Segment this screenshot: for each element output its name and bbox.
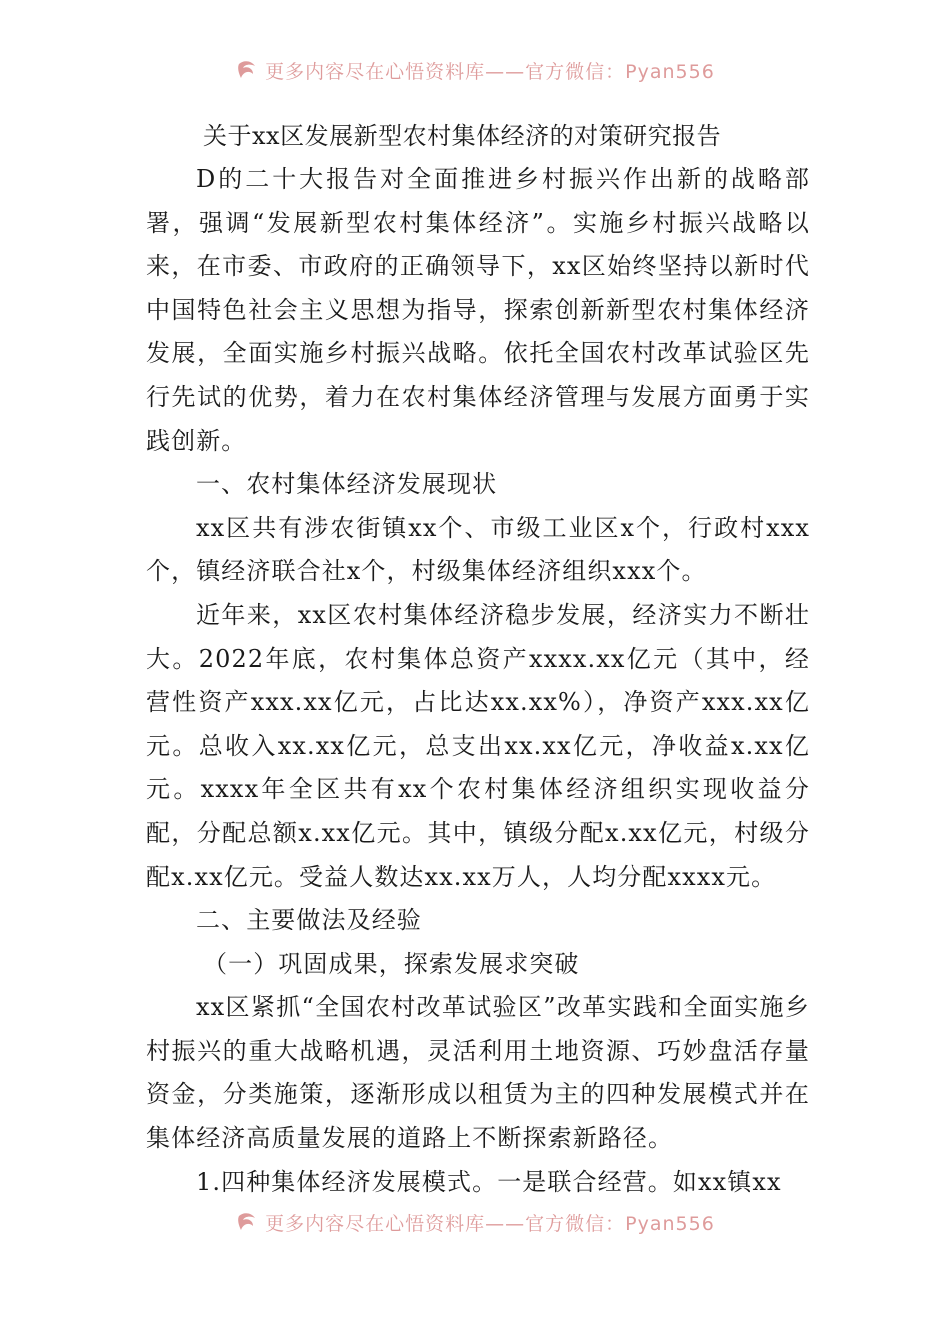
document-title: 关于xx区发展新型农村集体经济的对策研究报告 xyxy=(203,122,722,150)
watermark-top xyxy=(0,55,950,85)
section2-subheading-1: （一）巩固成果，探索发展求突破 xyxy=(203,949,580,978)
document-body xyxy=(146,114,810,1204)
intro-paragraph: D的二十大报告对全面推进乡村振兴作出新的战略部署，强调“发展新型农村集体经济”。实施乡村振兴战略以来，在市委、市政府的正确领导下，xx区始终坚持以新时代中国特色社会主义思想为指导，探索创新新型农村集体经济发展，全面实施乡村振兴战略。依托全国农村改革试验区先行先试的优势，着力在农村集体经济管理与发展方面勇于实践创新。 xyxy=(146,165,810,455)
watermark-bottom xyxy=(0,1207,950,1237)
watermark-logo-icon xyxy=(235,58,259,82)
section1-paragraph-2: 近年来，xx区农村集体经济稳步发展，经济实力不断壮大。2022年底，农村集体总资产xxxx.xx亿元（其中，经营性资产xxx.xx亿元，占比达xx.xx%），净资产xxx.xx亿元。总收入xx.xx亿元，总支出xx.xx亿元，净收益x.xx亿元。xxxx年全区共有xx个农村集体经济组织实现收益分配，分配总额x.xx亿元。其中，镇级分配x.xx亿元，村级分配x.xx亿元。受益人数达xx.xx万人，人均分配xxxx元。 xyxy=(146,600,810,891)
section2-paragraph-2: 1.四种集体经济发展模式。一是联合经营。如xx镇xx xyxy=(196,1167,782,1196)
section1-paragraph-1: xx区共有涉农街镇xx个、市级工业区x个，行政村xxx个，镇经济联合社x个，村级集体经济组织xxx个。 xyxy=(146,513,810,586)
section2-heading: 二、主要做法及经验 xyxy=(196,906,422,935)
watermark-text: 更多内容尽在心悟资料库——官方微信：Pyan556 xyxy=(265,1212,715,1235)
section2-paragraph-1: xx区紧抓“全国农村改革试验区”改革实践和全面实施乡村振兴的重大战略机遇，灵活利用土地资源、巧妙盘活存量资金，分类施策，逐渐形成以租赁为主的四种发展模式并在集体经济高质量发展的道路上不断探索新路径。 xyxy=(146,993,810,1153)
watermark-text: 更多内容尽在心悟资料库——官方微信：Pyan556 xyxy=(265,60,715,83)
section1-heading: 一、农村集体经济发展现状 xyxy=(196,470,498,499)
watermark-logo-icon xyxy=(235,1210,259,1234)
